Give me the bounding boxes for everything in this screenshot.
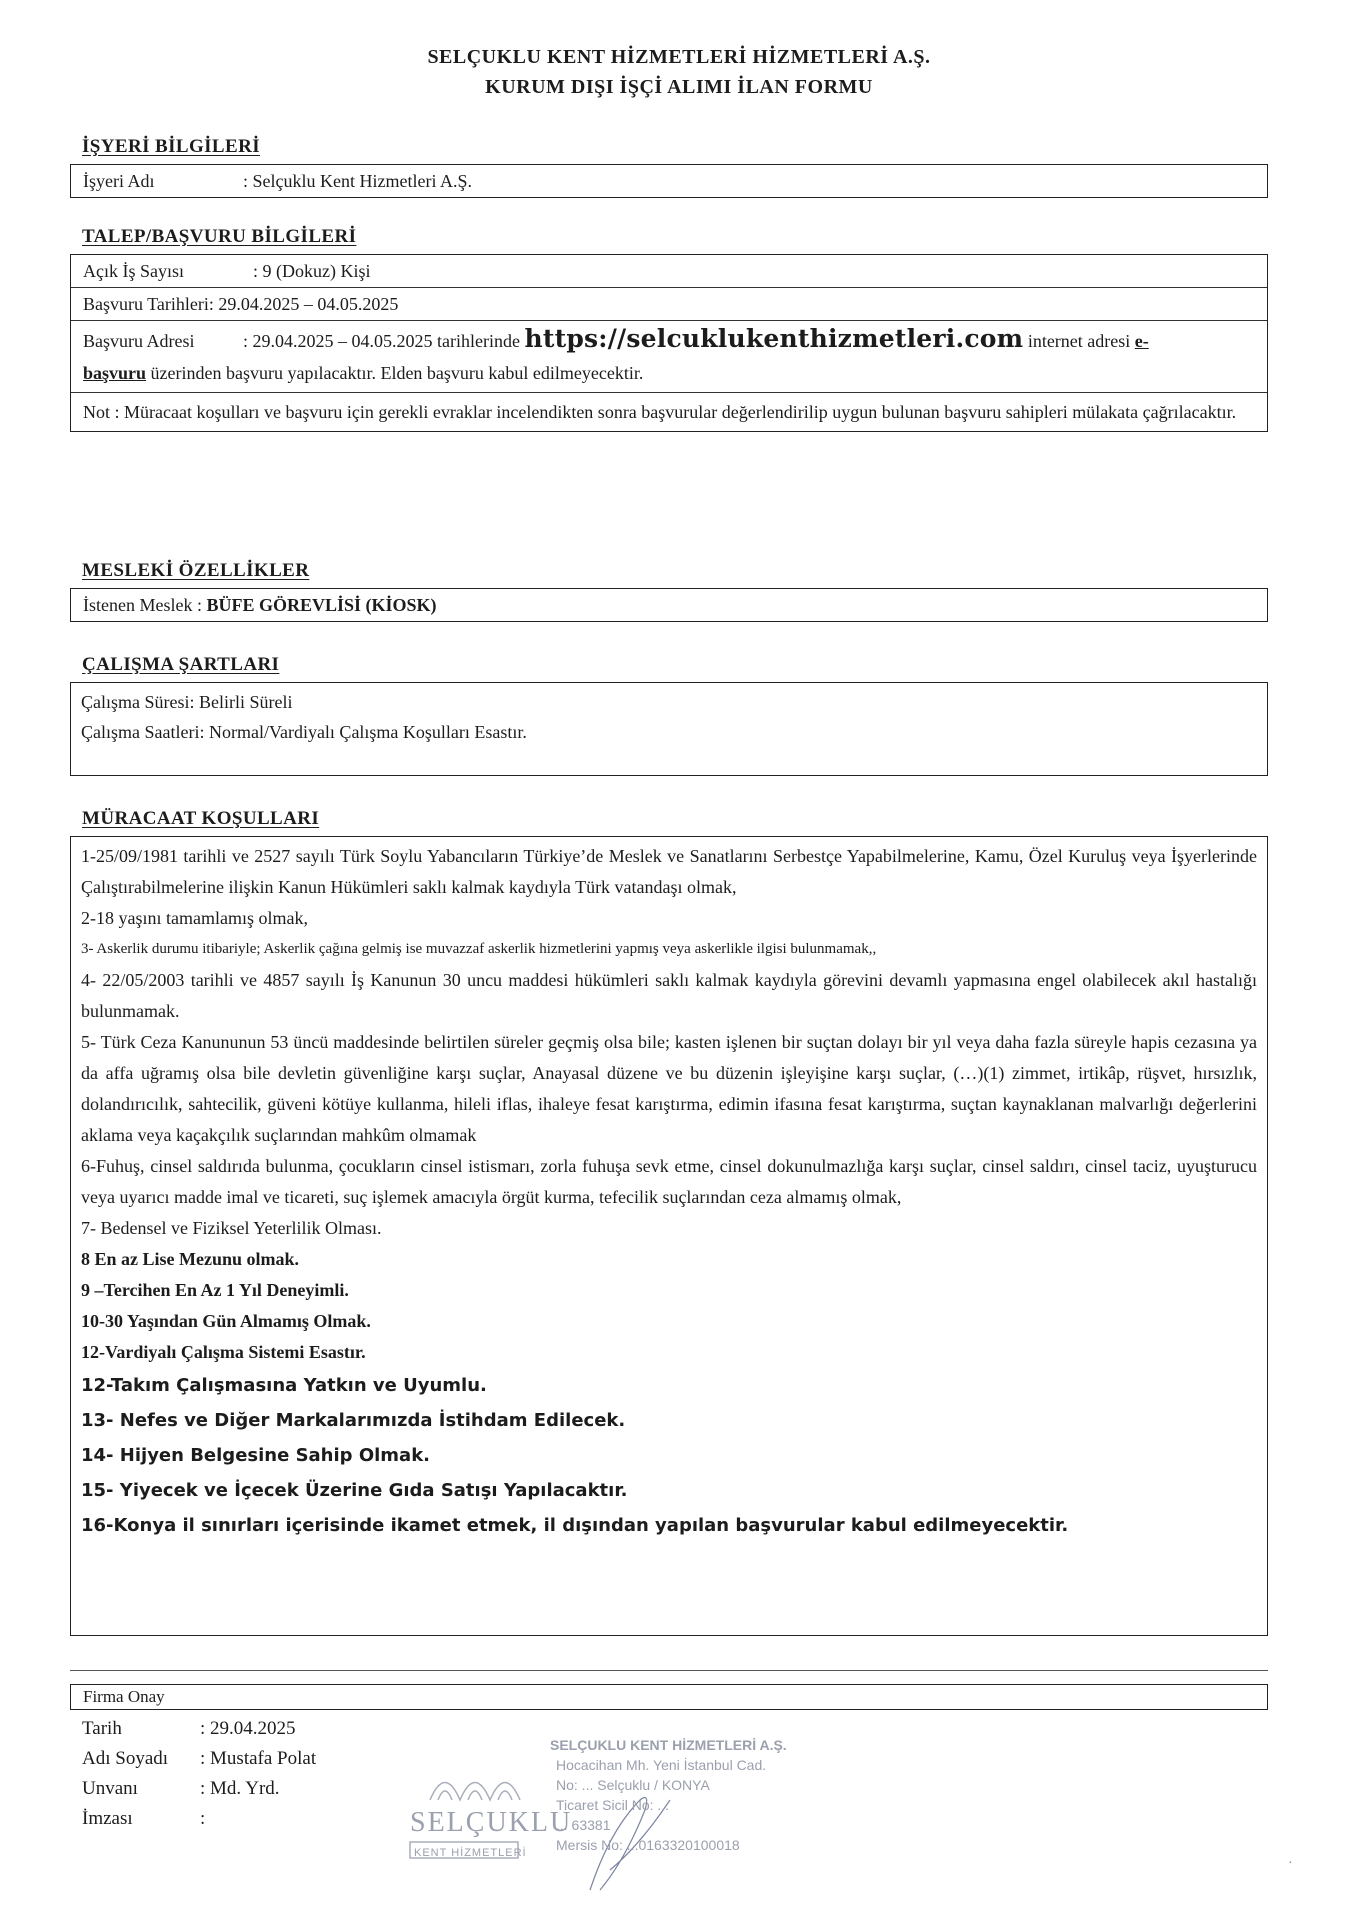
scan-artifact-mark: ·	[1288, 1856, 1293, 1871]
requirement-item-12: 12-Takım Çalışmasına Yatkın ve Uyumlu.	[81, 1375, 487, 1396]
requirements-list	[71, 837, 1267, 1547]
requirement-item-3: 3- Askerlik durumu itibariyle; Askerlik çağına gelmiş ise muvazzaf askerlik hizmetlerini yapmış veya askerlikle ilgisi bulunmamak,,	[81, 941, 877, 957]
approval-divider	[70, 1670, 1268, 1671]
approval-date-label: Tarih	[82, 1718, 122, 1739]
approval-name-value: : Mustafa Polat	[200, 1748, 317, 1769]
requirement-item-11: 12-Vardiyalı Çalışma Sistemi Esastır.	[81, 1342, 366, 1362]
approval-title-label: Unvanı	[82, 1778, 138, 1799]
stamp-logo-sub: KENT HİZMETLERİ	[414, 1847, 527, 1859]
e-basvuru-link-part2[interactable]: başvuru	[83, 363, 147, 383]
requirement-item-4: 4- 22/05/2003 tarihli ve 4857 sayılı İş Kanunun 30 uncu maddesi hükümleri saklı kalmak kaydıyla görevini devamlı yapmasına engel olabilecek akıl hastalığı bulunmamak.	[81, 970, 1257, 1021]
requirement-item-16: 16-Konya il sınırları içerisinde ikamet etmek, il dışından yapılan başvurular kabul edilmeyecektir.	[81, 1515, 1069, 1536]
requirements-heading: MÜRACAAT KOŞULLARI	[82, 808, 320, 829]
approval-box-label: Firma Onay	[83, 1687, 165, 1706]
header-title-line2: KURUM DIŞI İŞÇİ ALIMI İLAN FORMU	[485, 76, 873, 98]
workplace-heading: İŞYERİ BİLGİLERİ	[82, 136, 260, 157]
requirement-item-10: 10-30 Yaşından Gün Almamış Olmak.	[81, 1311, 371, 1331]
note-text: Not : Müracaat koşulları ve başvuru için gerekli evraklar incelendikten sonra başvurular değerlendirilip uygun bulunan başvuru sahipleri mülakata çağrılacaktır.	[83, 402, 1237, 422]
dates-value: 29.04.2025 – 04.05.2025	[218, 294, 399, 314]
stamp-address1: Hocacihan Mh. Yeni İstanbul Cad.	[556, 1757, 767, 1773]
approval-sign-label: İmzası	[82, 1808, 133, 1829]
address-suffix2: üzerinden başvuru yapılacaktır. Elden başvuru kabul edilmeyecektir.	[150, 363, 644, 383]
address-label: Başvuru Adresi	[83, 331, 195, 351]
requirement-item-2: 2-18 yaşını tamamlamış olmak,	[81, 908, 308, 928]
profession-label: İstenen Meslek :	[83, 595, 202, 615]
header-title-line1: SELÇUKLU KENT HİZMETLERİ HİZMETLERİ A.Ş.	[427, 46, 931, 68]
requirement-item-13: 13- Nefes ve Diğer Markalarımızda İstihdam Edilecek.	[81, 1410, 626, 1431]
stamp-reg: Ticaret Sicil No: ...	[556, 1797, 670, 1813]
approval-name-label: Adı Soyadı	[82, 1748, 169, 1769]
company-stamp	[400, 1730, 800, 1900]
conditions-body	[71, 683, 1267, 751]
stamp-logo-text: SELÇUKLU	[410, 1807, 573, 1838]
stamp-company: SELÇUKLU KENT HİZMETLERİ A.Ş.	[550, 1737, 787, 1753]
open-jobs-label: Açık İş Sayısı	[83, 261, 184, 281]
e-basvuru-link-part1[interactable]: e-	[1134, 331, 1149, 351]
note-row	[71, 393, 1267, 431]
approval-name-row	[82, 1744, 316, 1774]
approval-box	[70, 1684, 1268, 1710]
dates-row	[71, 288, 1267, 321]
workplace-name-label: İşyeri Adı	[83, 171, 155, 191]
open-jobs-value: : 9 (Dokuz) Kişi	[253, 261, 371, 281]
address-row	[71, 321, 1267, 393]
work-duration-text: Çalışma Süresi: Belirli Süreli	[81, 692, 293, 712]
stamp-address2: No: ... Selçuklu / KONYA	[556, 1777, 710, 1793]
profession-value: BÜFE GÖREVLİSİ (KİOSK)	[206, 595, 437, 615]
application-heading: TALEP/BAŞVURU BİLGİLERİ	[82, 226, 357, 247]
requirement-item-14: 14- Hijyen Belgesine Sahip Olmak.	[81, 1445, 431, 1466]
approval-sign-value: :	[200, 1808, 206, 1829]
address-suffix1: internet adresi	[1027, 331, 1131, 351]
work-hours-text: Çalışma Saatleri: Normal/Vardiyalı Çalışma Koşulları Esastır.	[81, 722, 527, 742]
dates-label: Başvuru Tarihleri:	[83, 294, 214, 314]
approval-sign-row	[82, 1804, 316, 1834]
stamp-mersis: Mersis No: ...0163320100018	[556, 1837, 740, 1853]
open-jobs-row	[71, 255, 1267, 288]
approval-date-row	[82, 1714, 316, 1744]
workplace-box	[70, 164, 1268, 198]
requirement-item-9: 9 –Tercihen En Az 1 Yıl Deneyimli.	[81, 1280, 349, 1300]
profession-box	[70, 588, 1268, 622]
stamp-tax: ... 63381	[556, 1817, 611, 1833]
approval-title-row	[82, 1774, 316, 1804]
conditions-box	[70, 682, 1268, 776]
requirement-item-5: 5- Türk Ceza Kanununun 53 üncü maddesinde belirtilen süreler geçmiş olsa bile; kasten işlenen bir suçtan dolayı bir yıl veya daha fazla süreyle hapis cezasına ya da affa uğramış olsa bile devletin güvenliğine karşı suçlar, Anayasal düzene ve bu düzenin işleyişine karşı suçlar, (…)(1) zimmet, irtikâp, rüşvet, hırsızlık, dolandırıcılık, sahtecilik, güveni kötüye kullanma, hileli iflas, ihaleye fesat karıştırma, edimin ifasına fesat karıştırma, suçtan kaynaklanan malvarlığı değerlerini aklama veya kaçakçılık suçlarından mahkûm olmamak	[81, 1032, 1257, 1145]
requirements-box	[70, 836, 1268, 1636]
approval-title-value: : Md. Yrd.	[200, 1778, 280, 1799]
application-box	[70, 254, 1268, 432]
profession-row	[71, 589, 1267, 621]
profession-heading: MESLEKİ ÖZELLİKLER	[82, 560, 310, 581]
conditions-heading: ÇALIŞMA ŞARTLARI	[82, 654, 280, 675]
requirement-item-6: 6-Fuhuş, cinsel saldırıda bulunma, çocukların cinsel istismarı, zorla fuhuşa sevk etme, cinsel dokunulmazlığa karşı suçlar, cinsel saldırı, cinsel taciz, uyuşturucu veya uyarıcı madde imal ve ticareti, suç işlemek amacıyla örgüt kurma, tefecilik suçlarından ceza almamış olmak,	[81, 1156, 1257, 1207]
requirement-item-8: 8 En az Lise Mezunu olmak.	[81, 1249, 300, 1269]
address-prefix: : 29.04.2025 – 04.05.2025 tarihlerinde	[243, 331, 520, 351]
requirement-item-7: 7- Bedensel ve Fiziksel Yeterlilik Olması.	[81, 1218, 382, 1238]
approval-date-value: : 29.04.2025	[200, 1718, 296, 1739]
workplace-name-value: : Selçuklu Kent Hizmetleri A.Ş.	[243, 171, 472, 191]
address-url-link[interactable]: https://selcuklukenthizmetleri.com	[524, 324, 1024, 353]
requirement-item-1: 1-25/09/1981 tarihli ve 2527 sayılı Türk Soylu Yabancıların Türkiye’de Meslek ve Sanatlarını Serbestçe Yapabilmelerine, Kamu, Özel Kuruluş veya İşyerlerinde Çalıştırabilmelerine ilişkin Kanun Hükümleri saklı kalmak kaydıyla Türk vatandaşı olmak,	[81, 846, 1257, 897]
workplace-name-row	[71, 165, 1267, 197]
approval-fields	[82, 1714, 316, 1834]
requirement-item-15: 15- Yiyecek ve İçecek Üzerine Gıda Satışı Yapılacaktır.	[81, 1480, 628, 1501]
